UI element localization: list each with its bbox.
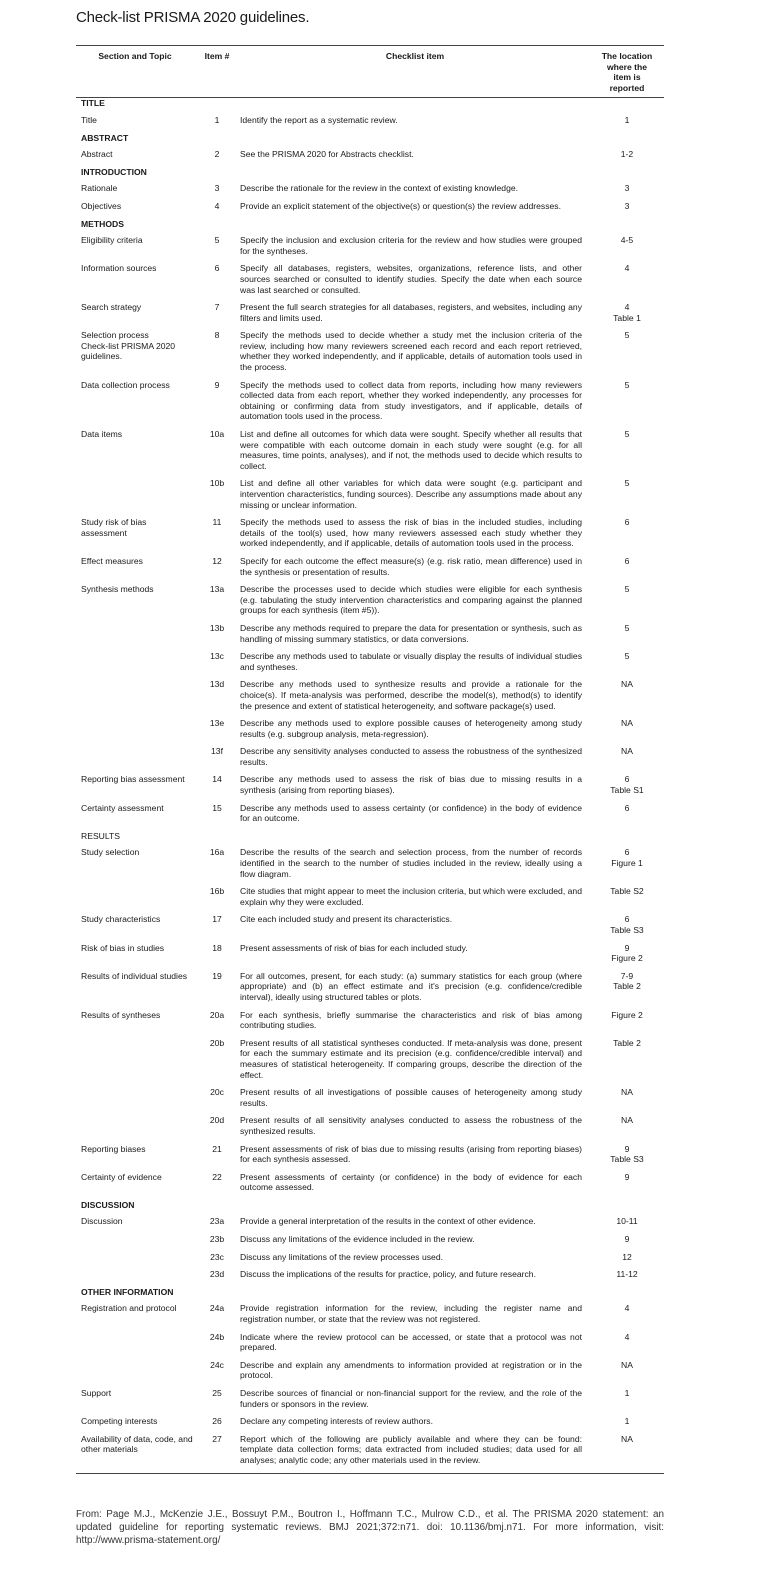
location-cell: 1 [624,1388,630,1398]
checklist-item-cell: Cite each included study and present its characteristics. [240,914,453,925]
location-cell: 1 [624,1416,630,1427]
checklist-item-cell: Describe any methods used to synthesize results and provide a rationale for the choice(s). If meta-analysis was performed, describe the model(s), method(s) to identify the presence and extent of statistical heterogeneity, and software package(s) used. [240,679,582,711]
location-cell: 4 [624,1303,630,1314]
section-topic-cell [76,1234,194,1252]
table-header-row [76,46,664,98]
item-number-cell: 13b [209,622,225,633]
checklist-item-cell: Present results of all investigations of possible causes of heterogeneity among study results. [240,1087,582,1108]
section-heading: TITLE [81,98,105,109]
section-heading: RESULTS [81,830,120,841]
item-number-cell: 6 [214,263,220,274]
section-topic-cell: Title [81,114,97,125]
location-cell: 5 [624,584,630,595]
item-number-cell: 7 [214,302,220,313]
location-cell: 3 [624,183,630,194]
checklist-item-cell: Provide registration information for the review, including the register name and registration number, or state that the review was not registered. [240,1303,582,1325]
section-topic-cell: Study selection [81,847,140,858]
table-row [76,1038,664,1087]
item-number-cell: 23b [209,1234,225,1245]
section-topic-cell: Information sources [81,263,157,274]
checklist-item-cell: Present the full search strategies for all databases, registers, and websites, including any filters and limits used. [240,302,582,323]
section-topic-cell [76,478,194,517]
checklist-item-cell: Describe any methods used to explore possible causes of heterogeneity among study results (e.g. subgroup analysis, meta-regression). [240,718,582,739]
item-number-cell: 24a [209,1303,225,1314]
table-row [76,1388,664,1416]
section-heading: INTRODUCTION [81,166,147,177]
section-heading: OTHER INFORMATION [81,1286,174,1297]
checklist-item-cell: Specify the inclusion and exclusion criteria for the review and how studies were grouped for the syntheses. [240,235,582,256]
checklist-item-cell: Discuss any limitations of the evidence included in the review. [240,1234,475,1245]
checklist-item-cell: Specify for each outcome the effect measure(s) (e.g. risk ratio, mean difference) used in the synthesis or presentation of results. [240,555,582,577]
location-cell: 12 [622,1251,632,1262]
location-cell: 5 [624,651,630,662]
item-number-cell: 22 [212,1171,222,1182]
table-row [76,1010,664,1038]
item-number-cell: 20a [209,1009,225,1020]
location-cell: NA [621,679,633,690]
location-cell: 9 [624,1234,630,1245]
section-topic-cell: Selection process Check-list PRISMA 2020 guidelines. [81,330,176,362]
section-topic-cell [76,1332,194,1360]
item-number-cell: 13d [209,679,225,690]
location-cell: 5 [624,429,630,440]
section-topic-cell [76,746,194,774]
item-number-cell: 16b [209,886,225,897]
section-topic-cell: Results of syntheses [81,1009,161,1020]
section-topic-cell: Abstract [81,149,113,160]
section-topic-cell [76,1269,194,1287]
table-row [76,943,664,971]
checklist-item-cell: Specify the methods used to decide whether a study met the inclusion criteria of the review, including how many reviewers screened each record and each report retrieved, whether they worked independently, and if applicable, details of automation tools used in the process. [240,330,582,373]
table-row [76,429,664,478]
table-row [76,556,664,584]
section-topic-cell: Reporting biases [81,1143,146,1154]
location-cell: NA [621,1087,633,1098]
table-row [76,1303,664,1331]
location-cell: 1 [624,114,630,125]
section-topic-cell: Data collection process [81,379,170,390]
section-topic-cell: Search strategy [81,302,142,313]
location-cell: 6 Table S1 [610,774,644,796]
table-row [76,235,664,263]
location-cell: 4-5 [620,235,634,246]
table-row [76,330,664,379]
table-row [76,971,664,1010]
table-row [76,623,664,651]
checklist-item-cell: Present assessments of risk of bias due to missing results (arising from reporting biases) for each synthesis assessed. [240,1143,582,1165]
checklist-item-cell: Describe sources of financial or non-financial support for the review, and the role of the funders or sponsors in the review. [240,1388,582,1409]
section-heading-row [76,219,664,236]
document-title: Check-list PRISMA 2020 guidelines. [76,9,310,26]
item-number-cell: 25 [212,1388,222,1398]
section-topic-cell [76,1087,194,1115]
table-row [76,1087,664,1115]
table-row [76,302,664,330]
checklist-item-cell: Report which of the following are publicly available and where they can be found: template data collection forms; data extracted from included studies; data used for all analyses; analytic code; any other materials used in the review. [240,1434,590,1473]
checklist-item-cell: Present results of all statistical syntheses conducted. If meta-analysis was done, present for each the summary estimate and its precision (e.g. confidence/credible interval) and measures of statistical heterogeneity. If comparing groups, describe the direction of the effect. [240,1037,582,1080]
location-cell: 6 [624,517,630,528]
item-number-cell: 13a [209,584,225,595]
location-cell: 6 [624,555,630,566]
location-cell: 3 [624,200,630,211]
section-topic-cell: Data items [81,429,123,440]
item-number-cell: 20d [209,1115,225,1126]
item-number-cell: 4 [214,200,220,211]
table-row [76,1416,664,1434]
checklist-item-cell: Describe the results of the search and selection process, from the number of records identified in the search to the number of studies included in the review, ideally using a flow diagram. [240,847,582,879]
table-row [76,201,664,219]
location-cell: NA [590,1434,664,1473]
location-cell: 6 [624,802,630,813]
checklist-item-cell: Discuss any limitations of the review processes used. [240,1251,443,1262]
item-number-cell: 10b [209,478,225,489]
section-topic-cell: Objectives [81,200,122,211]
item-number-cell: 17 [212,914,222,925]
checklist-item-cell: Describe and explain any amendments to information provided at registration or in the protocol. [240,1359,582,1381]
checklist-item-cell: Describe any methods used to tabulate or visually display the results of individual studies and syntheses. [240,651,582,672]
column-header-section: Section and Topic [76,46,194,98]
section-topic-cell: Rationale [81,183,118,194]
location-cell: Table 2 [613,1037,641,1048]
section-topic-cell: Study risk of bias assessment [81,517,147,538]
item-number-cell: 19 [212,970,222,981]
item-number-cell: 24b [209,1331,225,1342]
section-heading: ABSTRACT [81,132,129,143]
location-cell: 5 [624,330,630,341]
section-heading-row [76,831,664,848]
section-topic-cell: Synthesis methods [81,584,154,595]
checklist-item-cell: Identify the report as a systematic review. [240,114,398,125]
table-body [76,98,664,1473]
section-topic-cell: Availability of data, code, and other materials [76,1434,194,1473]
item-number-cell: 10a [209,429,225,440]
table-row [76,651,664,679]
section-heading-row [76,1200,664,1217]
checklist-item-cell: Specify all databases, registers, websites, organizations, reference lists, and other sources searched or consulted to identify studies. Specify the date when each source was last searched or consulted. [240,263,582,295]
checklist-item-cell: Describe any methods required to prepare the data for presentation or synthesis, such as handling of missing summary statistics, or data conversions. [240,622,582,644]
checklist-item-cell: List and define all outcomes for which data were sought. Specify whether all results that were compatible with each outcome domain in each study were sought (e.g. for all measures, time points, analyses), and if not, the methods used to decide which results to collect. [240,429,582,471]
section-topic-cell [76,1252,194,1270]
table-row [76,1144,664,1172]
checklist-item-cell: Present assessments of risk of bias for each included study. [240,942,468,953]
section-topic-cell [76,623,194,651]
checklist-item-cell: Indicate where the review protocol can be accessed, or state that a protocol was not prepared. [240,1331,582,1353]
checklist-item-cell: Describe any methods used to assess certainty (or confidence) in the body of evidence for an outcome. [240,802,582,824]
section-topic-cell: Study characteristics [81,914,161,925]
checklist-table-container [76,45,664,1474]
table-row [76,1234,664,1252]
item-number-cell: 12 [212,555,222,566]
section-heading-row [76,167,664,184]
item-number-cell: 14 [212,774,222,785]
table-row [76,847,664,886]
location-cell: NA [621,1359,633,1370]
item-number-cell: 9 [214,379,220,390]
item-number-cell: 23d [209,1269,225,1280]
checklist-item-cell: See the PRISMA 2020 for Abstracts checklist. [240,149,414,160]
table-row [76,517,664,556]
table-row [76,914,664,942]
checklist-item-cell: Present assessments of certainty (or confidence) in the body of evidence for each outcome assessed. [240,1171,582,1193]
table-row [76,380,664,429]
section-heading: METHODS [81,218,124,229]
section-topic-cell [76,886,194,914]
section-topic-cell: Certainty of evidence [81,1171,162,1182]
location-cell: 9 Figure 2 [611,942,643,964]
section-heading-row [76,133,664,150]
item-number-cell: 5 [214,235,220,246]
item-number-cell: 13f [211,746,223,757]
location-cell: 7-9 Table 2 [613,970,641,992]
item-number-cell: 13c [210,651,224,662]
source-citation: From: Page M.J., McKenzie J.E., Bossuyt P.M., Boutron I., Hoffmann T.C., Mulrow C.D., et al. The PRISMA 2020 statement: an updated guideline for reporting systematic reviews. BMJ 2021;372:n71. doi: 10.1136/bmj.n71. For more information, visit: http://www.prisma-statement.org/ [76,1509,664,1546]
table-row [76,886,664,914]
checklist-item-cell: Specify the methods used to collect data from reports, including how many reviewers collected data from each report, whether they worked independently, any processes for obtaining or confirming data from study investigators, and if applicable, details of automation tools used in the process. [240,379,582,422]
location-cell: 11-12 [616,1269,638,1280]
item-number-cell: 20c [210,1087,224,1098]
table-row [76,1115,664,1143]
checklist-item-cell: For each synthesis, briefly summarise the characteristics and risk of bias among contributing studies. [240,1009,582,1031]
checklist-item-cell: List and define all other variables for which data were sought (e.g. participant and intervention characteristics, funding sources). Describe any assumptions made about any missing or unclear information. [240,478,582,510]
section-topic-cell: Support [81,1388,112,1398]
section-topic-cell: Reporting bias assessment [81,774,185,785]
item-number-cell: 15 [212,802,222,813]
table-row [76,774,664,802]
location-cell: 4 [624,263,630,274]
item-number-cell: 16a [209,847,225,858]
location-cell: 9 [624,1171,630,1182]
table-row [76,149,664,167]
location-cell: 5 [624,478,630,489]
location-cell: 6 Figure 1 [611,847,643,869]
section-heading-row [76,98,664,115]
checklist-item-cell: Describe the processes used to decide which studies were eligible for each synthesis (e.g. tabulating the study intervention characteristics and comparing against the planned groups for each synthesis (item #5)). [240,584,582,616]
section-topic-cell: Competing interests [81,1416,158,1427]
item-number-cell: 24c [210,1359,224,1370]
table-row [76,1216,664,1234]
item-number-cell: 21 [212,1143,222,1154]
checklist-item-cell: Cite studies that might appear to meet the inclusion criteria, but which were excluded, and explain why they were excluded. [240,886,582,907]
table-row [76,584,664,623]
section-topic-cell: Results of individual studies [81,970,188,981]
section-topic-cell: Registration and protocol [81,1303,177,1314]
item-number-cell: 23a [209,1216,225,1227]
location-cell: 5 [624,379,630,390]
table-row [76,115,664,133]
column-header-item: Item # [194,46,240,98]
table-row [76,1252,664,1270]
section-heading-row [76,1287,664,1304]
location-cell: 1-2 [620,149,634,160]
location-cell: NA [621,1115,633,1126]
location-cell: Table S2 [610,886,644,897]
checklist-table [76,45,664,1474]
table-row [76,1172,664,1200]
section-topic-cell: Discussion [81,1216,123,1227]
checklist-item-cell: Declare any competing interests of review authors. [240,1416,433,1427]
checklist-item-cell: Specify the methods used to assess the risk of bias in the included studies, including details of the tool(s) used, how many reviewers assessed each study whether they worked independently, and if applicable, details of automation tools used in the process. [240,517,582,549]
section-topic-cell: Certainty assessment [81,802,164,813]
location-cell: 6 Table S3 [610,914,644,935]
column-header-checklist: Checklist item [240,46,590,98]
location-cell: NA [621,746,633,757]
location-cell: 4 [624,1331,630,1342]
location-cell: 5 [624,622,630,633]
table-row [76,263,664,302]
section-topic-cell [76,718,194,746]
item-number-cell: 11 [212,517,222,528]
table-row [76,478,664,517]
checklist-item-cell: Provide an explicit statement of the objective(s) or question(s) the review addresses. [240,200,561,211]
table-row [76,1434,664,1473]
checklist-item-cell: Describe any sensitivity analyses conducted to assess the robustness of the synthesized results. [240,746,582,767]
table-row [76,1269,664,1287]
table-row [76,1360,664,1388]
checklist-item-cell: Discuss the implications of the results for practice, policy, and future research. [240,1269,536,1280]
table-row [76,803,664,831]
section-topic-cell [76,1115,194,1143]
checklist-item-cell: Describe any methods used to assess the risk of bias due to missing results in a synthesis (arising from reporting biases). [240,774,582,796]
item-number-cell: 18 [212,942,222,953]
table-row [76,183,664,201]
item-number-cell: 8 [214,330,220,341]
checklist-item-cell: For all outcomes, present, for each study: (a) summary statistics for each group (where appropriate) and (b) an effect estimate and it's precision (e.g. confidence/credible interval), ideally using structured tables or plots. [240,970,582,1002]
section-topic-cell: Eligibility criteria [81,235,143,246]
section-topic-cell [76,1360,194,1388]
item-number-cell: 20b [209,1037,225,1048]
section-topic-cell [76,1038,194,1087]
section-heading: DISCUSSION [81,1199,135,1210]
item-number-cell: 27 [194,1434,240,1473]
item-number-cell: 13e [209,718,225,729]
location-cell: NA [621,718,633,729]
table-row [76,746,664,774]
checklist-item-cell: Provide a general interpretation of the results in the context of other evidence. [240,1216,536,1227]
item-number-cell: 3 [214,183,220,194]
table-row [76,1332,664,1360]
checklist-item-cell: Describe the rationale for the review in the context of existing knowledge. [240,183,519,194]
location-cell: 9 Table S3 [610,1143,644,1165]
item-number-cell: 26 [212,1416,222,1427]
section-topic-cell [76,651,194,679]
section-topic-cell [76,679,194,718]
checklist-item-cell: Present results of all sensitivity analyses conducted to assess the robustness of the synthesized results. [240,1115,582,1136]
location-cell: Figure 2 [611,1009,643,1020]
location-cell: 10-11 [616,1216,638,1227]
item-number-cell: 2 [214,149,220,160]
table-row [76,679,664,718]
item-number-cell: 1 [214,114,220,125]
section-topic-cell: Effect measures [81,555,143,566]
section-topic-cell: Risk of bias in studies [81,942,165,953]
location-cell: 4 Table 1 [613,302,641,323]
table-row [76,718,664,746]
item-number-cell: 23c [210,1251,224,1262]
column-header-location: The location where the item is reported [590,46,664,98]
